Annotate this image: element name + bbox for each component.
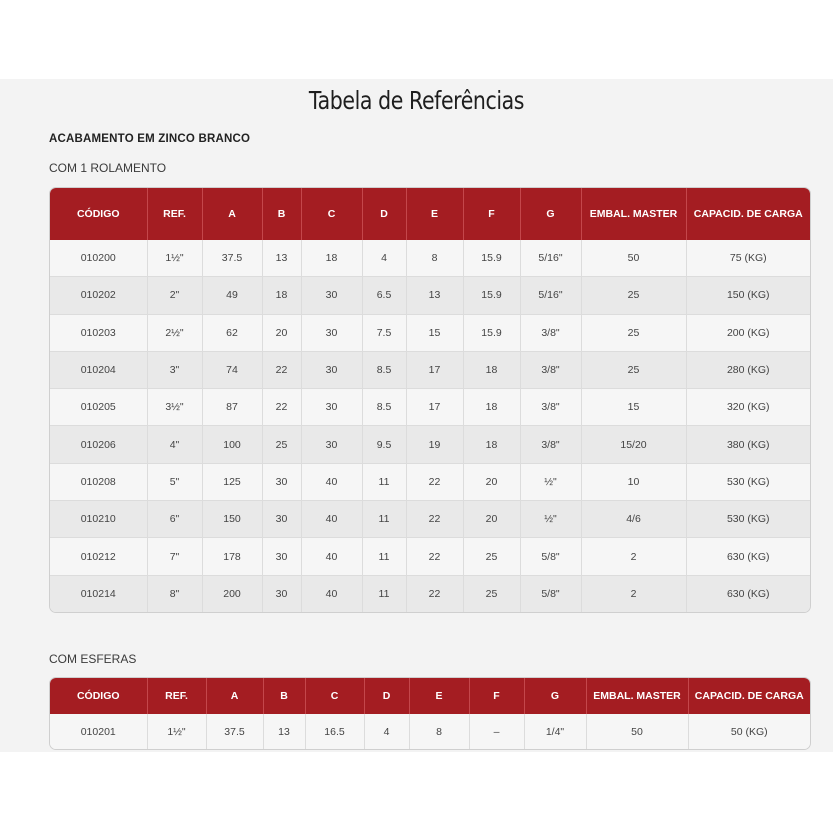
table-row — [50, 426, 810, 463]
column-header: B — [262, 188, 301, 240]
table-cell: 8 — [409, 714, 469, 749]
finish-subtitle: ACABAMENTO EM ZINCO BRANCO — [49, 133, 251, 145]
table-cell: 5" — [147, 463, 202, 500]
table-cell: 22 — [262, 389, 301, 426]
table-cell: 280 (KG) — [686, 351, 810, 388]
column-header: A — [206, 678, 263, 714]
page-title: Tabela de Referências — [308, 86, 525, 115]
table-cell: 17 — [406, 389, 463, 426]
table-cell: 530 (KG) — [686, 463, 810, 500]
table-cell: 75 (KG) — [686, 240, 810, 277]
table-esferas — [49, 677, 811, 750]
section-label-rolamento: COM 1 ROLAMENTO — [49, 161, 167, 175]
table-cell: 40 — [301, 538, 362, 575]
column-header: F — [463, 188, 520, 240]
table-header-row — [50, 678, 810, 714]
table-cell: 20 — [463, 501, 520, 538]
table-cell: 15 — [581, 389, 686, 426]
table-cell: 1/4" — [524, 714, 586, 749]
table-cell: 6" — [147, 501, 202, 538]
table-cell: 25 — [262, 426, 301, 463]
table-cell: 2 — [581, 575, 686, 612]
table-cell: 11 — [362, 538, 406, 575]
table-cell: 25 — [581, 351, 686, 388]
table-cell: 4" — [147, 426, 202, 463]
table-row — [50, 277, 810, 314]
table-cell: 15/20 — [581, 426, 686, 463]
table-cell: 11 — [362, 575, 406, 612]
table-cell: 20 — [262, 314, 301, 351]
table-cell: 25 — [463, 575, 520, 612]
table-cell: 8.5 — [362, 351, 406, 388]
table-cell: 18 — [463, 389, 520, 426]
table-cell: 37.5 — [202, 240, 262, 277]
table-cell: 15.9 — [463, 277, 520, 314]
column-header: B — [263, 678, 305, 714]
table-row — [50, 575, 810, 612]
table-cell: 2" — [147, 277, 202, 314]
table-cell: 22 — [406, 463, 463, 500]
column-header: G — [524, 678, 586, 714]
table-row — [50, 351, 810, 388]
table-cell: 50 — [586, 714, 688, 749]
table-cell: 22 — [406, 501, 463, 538]
column-header: CÓDIGO — [50, 188, 147, 240]
table-cell: 530 (KG) — [686, 501, 810, 538]
column-header: REF. — [147, 678, 206, 714]
table-cell: 125 — [202, 463, 262, 500]
table-cell: 010204 — [50, 351, 147, 388]
table-cell: 30 — [262, 575, 301, 612]
table-cell: 25 — [581, 277, 686, 314]
table-cell: 010202 — [50, 277, 147, 314]
table-cell: 22 — [262, 351, 301, 388]
table-cell: 11 — [362, 463, 406, 500]
table-cell: 20 — [463, 463, 520, 500]
table-cell: 3/8" — [520, 389, 581, 426]
column-header: CAPACID. DE CARGA — [686, 188, 810, 240]
column-header: REF. — [147, 188, 202, 240]
table-cell: 8.5 — [362, 389, 406, 426]
table-row — [50, 240, 810, 277]
table-cell: 200 (KG) — [686, 314, 810, 351]
table-cell: 010212 — [50, 538, 147, 575]
table-cell: 18 — [463, 426, 520, 463]
table-cell: 2 — [581, 538, 686, 575]
table-cell: 25 — [581, 314, 686, 351]
column-header: G — [520, 188, 581, 240]
table-cell: 50 (KG) — [688, 714, 810, 749]
table-cell: 8 — [406, 240, 463, 277]
table-row — [50, 389, 810, 426]
table-cell: 49 — [202, 277, 262, 314]
table-cell: 010201 — [50, 714, 147, 749]
table-cell: 010200 — [50, 240, 147, 277]
table-cell: 150 — [202, 501, 262, 538]
table-cell: 010205 — [50, 389, 147, 426]
table-cell: 16.5 — [305, 714, 364, 749]
table-cell: 5/16" — [520, 277, 581, 314]
table-cell: 15.9 — [463, 314, 520, 351]
column-header: C — [301, 188, 362, 240]
table-cell: 13 — [262, 240, 301, 277]
table-cell: 8" — [147, 575, 202, 612]
table-cell: 4 — [364, 714, 409, 749]
table-cell: – — [469, 714, 524, 749]
table-cell: 22 — [406, 538, 463, 575]
table-cell: ½" — [520, 501, 581, 538]
table-cell: 30 — [262, 538, 301, 575]
table-cell: 30 — [301, 277, 362, 314]
table-cell: 630 (KG) — [686, 575, 810, 612]
table-cell: 3" — [147, 351, 202, 388]
column-header: CÓDIGO — [50, 678, 147, 714]
table-cell: 100 — [202, 426, 262, 463]
table-cell: 7.5 — [362, 314, 406, 351]
section-label-esferas: COM ESFERAS — [49, 652, 137, 666]
table-cell: 30 — [262, 463, 301, 500]
table-row — [50, 501, 810, 538]
column-header: EMBAL. MASTER — [581, 188, 686, 240]
table-cell: 3/8" — [520, 351, 581, 388]
table-cell: 5/16" — [520, 240, 581, 277]
table-cell: 87 — [202, 389, 262, 426]
table-cell: 37.5 — [206, 714, 263, 749]
table-cell: 13 — [263, 714, 305, 749]
table-cell: 010206 — [50, 426, 147, 463]
column-header: A — [202, 188, 262, 240]
table-cell: 18 — [262, 277, 301, 314]
table-cell: 11 — [362, 501, 406, 538]
table-cell: 17 — [406, 351, 463, 388]
table-header-row — [50, 188, 810, 240]
column-header: C — [305, 678, 364, 714]
table-row — [50, 463, 810, 500]
column-header: D — [364, 678, 409, 714]
table-cell: 3/8" — [520, 314, 581, 351]
table-cell: ½" — [520, 463, 581, 500]
table-cell: 18 — [301, 240, 362, 277]
column-header: E — [406, 188, 463, 240]
table-cell: 380 (KG) — [686, 426, 810, 463]
table-cell: 1½" — [147, 714, 206, 749]
table-rolamento — [49, 187, 811, 613]
table-cell: 5/8" — [520, 575, 581, 612]
column-header: D — [362, 188, 406, 240]
table-cell: 010214 — [50, 575, 147, 612]
table-cell: 2½" — [147, 314, 202, 351]
table-cell: 30 — [301, 389, 362, 426]
table-cell: 25 — [463, 538, 520, 575]
table-cell: 40 — [301, 575, 362, 612]
table-row — [50, 538, 810, 575]
table-cell: 50 — [581, 240, 686, 277]
table-cell: 1½" — [147, 240, 202, 277]
table-cell: 4/6 — [581, 501, 686, 538]
table-cell: 3/8" — [520, 426, 581, 463]
column-header: F — [469, 678, 524, 714]
table-cell: 30 — [301, 314, 362, 351]
table-cell: 010208 — [50, 463, 147, 500]
table-cell: 30 — [301, 426, 362, 463]
table-cell: 630 (KG) — [686, 538, 810, 575]
table-cell: 178 — [202, 538, 262, 575]
table-cell: 15.9 — [463, 240, 520, 277]
table-cell: 4 — [362, 240, 406, 277]
table-cell: 200 — [202, 575, 262, 612]
table-row — [50, 314, 810, 351]
table-cell: 62 — [202, 314, 262, 351]
table-cell: 18 — [463, 351, 520, 388]
table-cell: 40 — [301, 501, 362, 538]
table-cell: 10 — [581, 463, 686, 500]
column-header: EMBAL. MASTER — [586, 678, 688, 714]
table-cell: 30 — [262, 501, 301, 538]
table-cell: 13 — [406, 277, 463, 314]
table-cell: 22 — [406, 575, 463, 612]
table-cell: 150 (KG) — [686, 277, 810, 314]
column-header: E — [409, 678, 469, 714]
table-cell: 40 — [301, 463, 362, 500]
table-cell: 010210 — [50, 501, 147, 538]
table-cell: 74 — [202, 351, 262, 388]
table-cell: 010203 — [50, 314, 147, 351]
table-cell: 9.5 — [362, 426, 406, 463]
table-cell: 320 (KG) — [686, 389, 810, 426]
table-row — [50, 714, 810, 749]
table-cell: 6.5 — [362, 277, 406, 314]
table-cell: 15 — [406, 314, 463, 351]
table-cell: 3½" — [147, 389, 202, 426]
column-header: CAPACID. DE CARGA — [688, 678, 810, 714]
table-cell: 19 — [406, 426, 463, 463]
table-cell: 5/8" — [520, 538, 581, 575]
table-cell: 30 — [301, 351, 362, 388]
table-cell: 7" — [147, 538, 202, 575]
